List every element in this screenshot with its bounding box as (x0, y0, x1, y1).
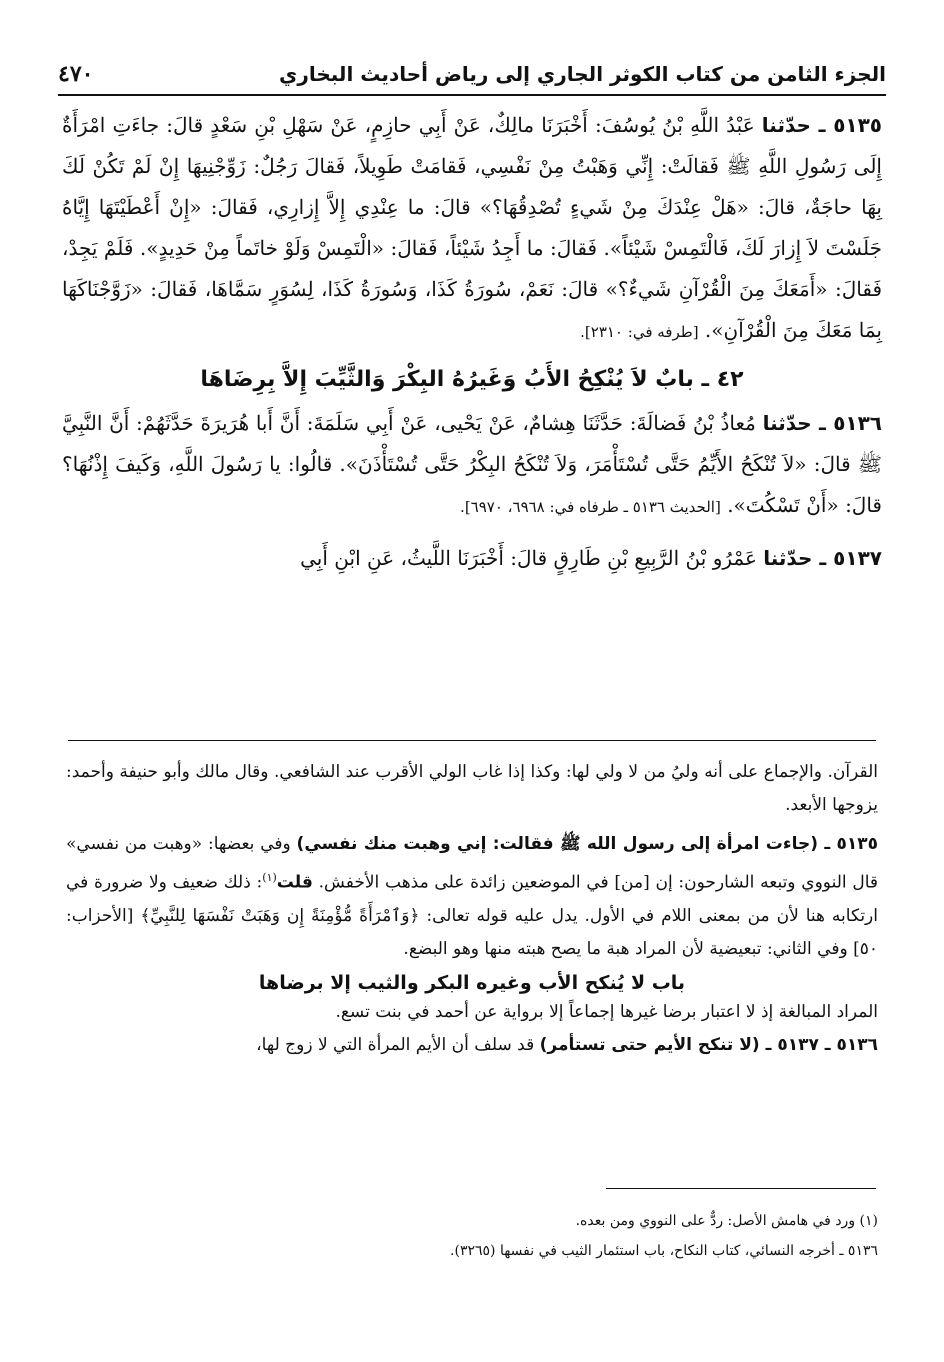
commentary-text: : ذلك ضعيف ولا ضرورة في ارتكابه هنا لأن من بمعنى اللام في الأول. يدل عليه قوله تعالى: ﴿وَٱمْرَأَةً مُّؤْمِنَةً إِن وَهَبَتْ نَفْسَهَا لِلنَّبِيِّ﴾ [الأحزاب: ٥٠] وفي الثاني: تبعيضية لأن المراد هبة ما يصح هبته منها وهو البضع. (66, 872, 878, 959)
main-text (62, 105, 882, 579)
hadith-text: عَمْرُو بْنُ الرَّبِيعِ بْنِ طَارِقٍ قالَ: أَخْبَرَنَا اللَّيثُ، عَنِ ابْنِ أَبِي (300, 546, 757, 570)
hadith-number: ٥١٣٥ ـ حدّثنا (761, 113, 883, 137)
hadith-5135 (62, 105, 882, 353)
hadith-number: ٥١٣٧ ـ حدّثنا (763, 546, 882, 570)
section-divider (68, 740, 876, 741)
commentary-lemma: ٥١٣٦ ـ ٥١٣٧ ـ (لا تنكح الأيم حتى تستأمر) (539, 1034, 878, 1055)
footnotes (66, 1206, 878, 1266)
running-title: الجزء الثامن من كتاب الكوثر الجاري إلى رياض أحاديث البخاري (279, 62, 886, 86)
footnote-1: (١) ورد في هامش الأصل: ردٌّ على النووي ومن بعده. (575, 1213, 878, 1229)
hadith-text: عَبْدُ اللَّهِ بْنُ يُوسُفَ: أَخْبَرَنَا مالِكٌ، عَنْ أَبِي حازِمٍ، عَنْ سَهْلِ بْنِ سَعْدٍ قالَ: جاءَتِ امْرَأَةٌ إِلَى رَسُولِ اللَّهِ ﷺ فَقالَتْ: إِنِّي وَهَبْتُ مِنْ نَفْسِي، فَقامَتْ طَوِيلاً، فَقالَ رَجُلٌ: زَوِّجْنِيهَا إِنْ لَمْ تَكُنْ لَكَ بِهَا حاجَةٌ، قالَ: «هَلْ عِنْدَكَ مِنْ شَيءٍ تُصْدِقُهَا؟» قالَ: ما عِنْدِي إِلاَّ إِزارِي، فَقالَ: «إِنْ أَعْطَيْتَهَا إِيَّاهُ جَلَسْتَ لاَ إِزارَ لَكَ، فَالْتَمِسْ شَيْئاً». فَقالَ: ما أَجِدُ شَيْئاً، فَقالَ: «الْتَمِسْ وَلَوْ خاتَماً مِنْ حَدِيدٍ». فَلَمْ يَجِدْ، فَقالَ: «أَمَعَكَ مِنَ الْقُرْآنِ شَيءٌ؟» قالَ: نَعَمْ، سُورَةُ كَذَا، وَسُورَةُ كَذَا، لِسُوَرٍ سَمَّاهَا، فَقالَ: «زَوَّجْنَاكَهَا بِمَا مَعَكَ مِنَ الْقُرْآنِ». (62, 113, 882, 342)
footnote-2: ٥١٣٦ ـ أخرجه النسائي، كتاب النكاح، باب استئمار الثيب في نفسها (٣٢٦٥). (450, 1243, 878, 1259)
footnote-divider (606, 1188, 876, 1189)
footnote-marker: (١) (262, 871, 277, 884)
hadith-reference: [الحديث ٥١٣٦ ـ طرفاه في: ٦٩٦٨، ٦٩٧٠]. (460, 498, 721, 516)
commentary-paragraph (66, 828, 878, 966)
commentary-paragraph (66, 1029, 878, 1062)
hadith-5137 (62, 538, 882, 579)
commentary-qult: قلت (276, 872, 313, 893)
commentary-lemma: ٥١٣٥ ـ (جاءت امرأة إلى رسول الله ﷺ فقالت: إني وهبت منك نفسي) (296, 834, 878, 854)
hadith-text: مُعاذُ بْنُ فَضالَةَ: حَدَّثَنَا هِشامٌ، عَنْ يَحْيى، عَنْ أَبِي سَلَمَةَ: أَنَّ أَبا هُرَيرَةَ حَدَّثَهُمْ: أَنَّ النَّبِيَّ ﷺ قالَ: «لاَ تُنْكَحُ الأَيِّمُ حَتَّى تُسْتَأْمَرَ، وَلاَ تُنْكَحُ البِكْرُ حَتَّى تُسْتَأْذَنَ». قالُوا: يا رَسُولَ اللَّهِ، وَكَيفَ إِذْنُهَا؟ قالَ: «أَنْ تَسْكُتَ». (62, 411, 882, 517)
hadith-reference: [طرفه في: ٢٣١٠]. (580, 323, 699, 341)
commentary-text: وفي بعضها: «وهبت من نفسي» قال النووي وتبعه الشارحون: إن [من] في الموضعين زائدة على مذهب الأخفش. (66, 834, 879, 893)
hadith-5136 (62, 403, 882, 528)
chapter-heading: ٤٢ ـ بابٌ لاَ يُنْكِحُ الأَبُ وَغَيرُهُ البِكْرَ وَالثَّيِّبَ إِلاَّ بِرِضَاهَا (200, 367, 744, 392)
page-number: ٤٧٠ (58, 61, 94, 87)
commentary (66, 756, 878, 1062)
commentary-text: قد سلف أن الأيم المرأة التي لا زوج لها، (256, 1034, 535, 1055)
hadith-number: ٥١٣٦ ـ حدّثنا (762, 411, 883, 435)
commentary-paragraph: المراد المبالغة إذ لا اعتبار برضا غيرها إجماعاً إلا برواية عن أحمد في بنت تسع. (335, 1001, 878, 1022)
commentary-paragraph: القرآن. والإجماع على أنه وليُ من لا ولي لها: وكذا إذا غاب الولي الأقرب عند الشافعي. وقال مالك وأبو حنيفة وأحمد: يزوجها الأبعد. (66, 762, 878, 815)
commentary-heading: باب لا يُنكح الأب وغيره البكر والثيب إلا برضاها (258, 971, 686, 994)
page-header (58, 54, 886, 96)
